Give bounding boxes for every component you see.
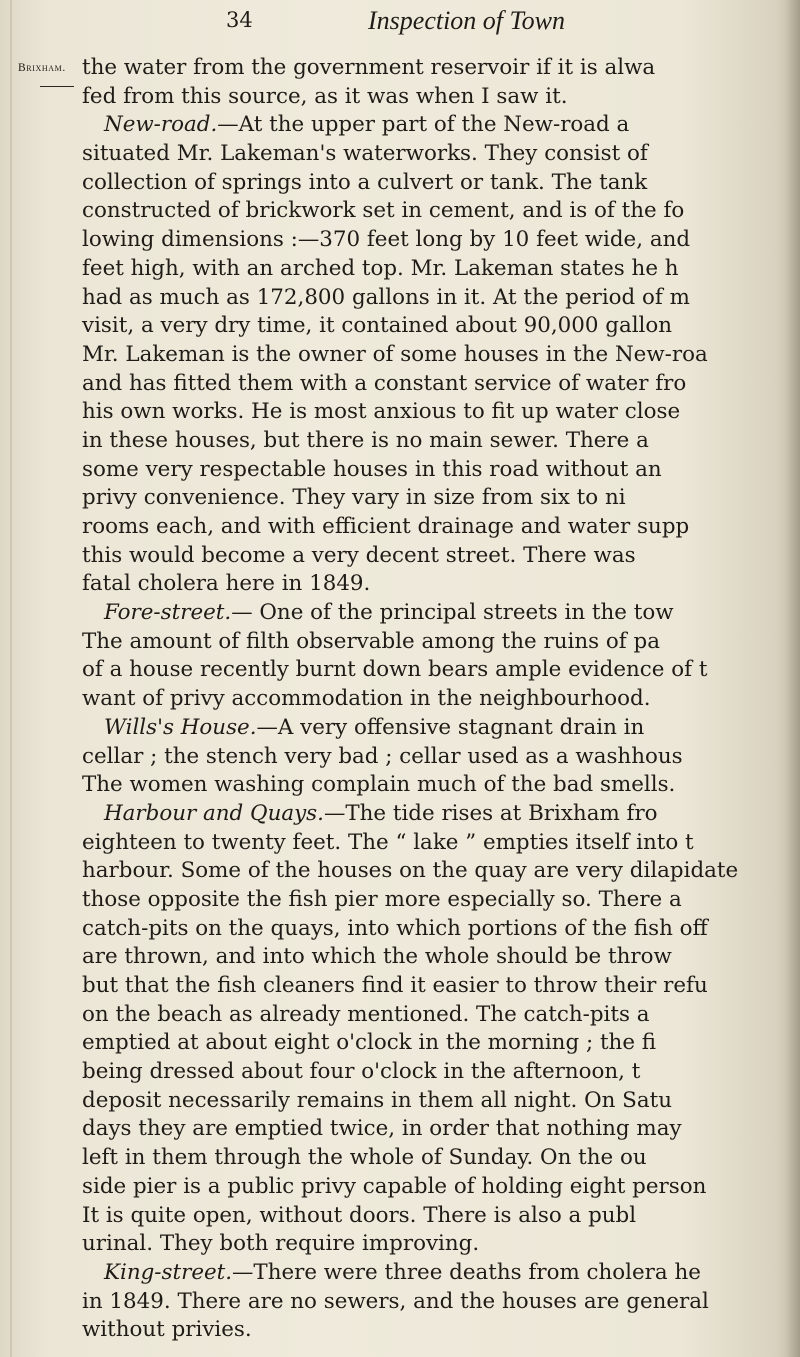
line-text: in 1849. There are no sewers, and the houses are general	[82, 1288, 709, 1314]
line-text: —The tide rises at Brixham fro	[323, 800, 658, 826]
text-line	[82, 1230, 800, 1259]
line-text: The amount of filth observable among the ruins of pa	[82, 628, 660, 654]
text-line	[82, 312, 800, 341]
body-text	[82, 54, 800, 1345]
text-line	[82, 829, 800, 858]
line-text: visit, a very dry time, it contained about 90,000 gallon	[82, 313, 673, 339]
line-text: —There were three deaths from cholera he	[232, 1259, 701, 1285]
line-text: deposit necessarily remains in them all night. On Satu	[82, 1087, 672, 1113]
line-text: but that the fish cleaners find it easier to throw their refu	[82, 973, 708, 998]
text-line	[82, 800, 800, 829]
section-heading: Fore-street.	[104, 600, 232, 626]
text-line	[82, 1173, 800, 1202]
line-text: situated Mr. Lakeman's waterworks. They consist of	[82, 141, 648, 167]
line-text: The women washing complain much of the bad smells.	[82, 772, 676, 798]
text-line	[82, 169, 800, 198]
text-line	[82, 857, 800, 886]
line-text: and has fitted them with a constant service of water fro	[82, 370, 687, 396]
line-text: the water from the government reservoir if it is alwa	[82, 55, 656, 80]
text-line	[82, 1087, 800, 1116]
line-text: had as much as 172,800 gallons in it. At the period of m	[82, 284, 690, 310]
text-line	[82, 111, 800, 140]
text-line	[82, 685, 800, 714]
line-text: —At the upper part of the New-road a	[217, 112, 630, 138]
text-line	[82, 370, 800, 399]
text-line	[82, 1202, 800, 1231]
line-text: —A very offensive stagnant drain in	[256, 714, 645, 740]
page-header	[0, 8, 800, 42]
text-line	[82, 656, 800, 685]
line-text: days they are emptied twice, in order that nothing may	[82, 1116, 682, 1142]
line-text: collection of springs into a culvert or tank. The tank	[82, 169, 648, 195]
line-text: Mr. Lakeman is the owner of some houses in the New-roa	[82, 341, 708, 367]
line-text: catch-pits on the quays, into which portions of the fish off	[82, 915, 708, 941]
line-text: constructed of brickwork set in cement, and is of the fo	[82, 198, 685, 224]
line-text: cellar ; the stench very bad ; cellar used as a washhous	[82, 743, 683, 769]
section-heading: New-road.	[104, 112, 218, 138]
line-text: harbour. Some of the houses on the quay are very dilapidate	[82, 858, 739, 884]
line-text: rooms each, and with efficient drainage and water supp	[82, 514, 690, 539]
text-line	[82, 1144, 800, 1173]
line-text: without privies.	[82, 1317, 252, 1343]
text-line	[82, 714, 800, 743]
line-text: lowing dimensions :—370 feet long by 10 feet wide, and	[82, 227, 691, 253]
text-line	[82, 542, 800, 571]
text-line	[82, 140, 800, 169]
line-text: feet high, with an arched top. Mr. Lakeman states he h	[82, 255, 679, 281]
text-line	[82, 1259, 800, 1288]
text-line	[82, 771, 800, 800]
line-text: left in them through the whole of Sunday. On the ou	[82, 1145, 647, 1171]
line-text: in these houses, but there is no main sewer. There a	[82, 427, 649, 453]
text-line	[82, 886, 800, 915]
text-line	[82, 54, 800, 83]
section-heading: King-street.	[104, 1259, 233, 1285]
text-line	[82, 1058, 800, 1087]
text-line	[82, 1288, 800, 1317]
marginal-note: Brixham.	[18, 62, 66, 74]
text-line	[82, 284, 800, 313]
text-line	[82, 513, 800, 542]
text-line	[82, 972, 800, 1001]
line-text: of a house recently burnt down bears ample evidence of t	[82, 657, 708, 683]
line-text: — One of the principal streets in the tow	[231, 600, 674, 626]
text-line	[82, 1001, 800, 1030]
line-text: want of privy accommodation in the neighbourhood.	[82, 686, 651, 712]
text-line	[82, 1029, 800, 1058]
text-line	[82, 1115, 800, 1144]
text-line	[82, 456, 800, 485]
line-text: on the beach as already mentioned. The catch-pits a	[82, 1001, 650, 1027]
line-text: those opposite the fish pier more especially so. There a	[82, 886, 682, 912]
text-line	[82, 255, 800, 284]
text-line	[82, 1316, 800, 1345]
text-line	[82, 341, 800, 370]
line-text: emptied at about eight o'clock in the morning ; the fi	[82, 1030, 657, 1056]
text-line	[82, 83, 800, 112]
line-text: being dressed about four o'clock in the afternoon, t	[82, 1059, 641, 1085]
running-head: Inspection of Town	[368, 6, 565, 35]
text-line	[82, 427, 800, 456]
line-text: some very respectable houses in this road without an	[82, 456, 662, 482]
page-number: 34	[226, 8, 253, 32]
line-text: side pier is a public privy capable of holding eight person	[82, 1173, 707, 1199]
line-text: privy convenience. They vary in size from six to ni	[82, 485, 626, 511]
line-text: fatal cholera here in 1849.	[82, 571, 371, 597]
line-text: are thrown, and into which the whole should be throw	[82, 944, 672, 970]
text-line	[82, 398, 800, 427]
text-line	[82, 226, 800, 255]
line-text: fed from this source, as it was when I saw it.	[82, 83, 568, 109]
line-text: eighteen to twenty feet. The “ lake ” empties itself into t	[82, 829, 694, 855]
text-line	[82, 599, 800, 628]
text-line	[82, 484, 800, 513]
text-line	[82, 570, 800, 599]
line-text: this would become a very decent street. There was	[82, 542, 636, 568]
gutter-line	[10, 0, 12, 1357]
line-text: his own works. He is most anxious to fit up water close	[82, 399, 681, 425]
section-heading: Wills's House.	[104, 714, 257, 740]
marginal-note-rule	[40, 86, 74, 87]
line-text: It is quite open, without doors. There is also a publ	[82, 1202, 637, 1228]
text-line	[82, 915, 800, 944]
text-line	[82, 197, 800, 226]
text-line	[82, 628, 800, 657]
text-line	[82, 743, 800, 772]
section-heading: Harbour and Quays.	[104, 800, 324, 826]
text-line	[82, 943, 800, 972]
line-text: urinal. They both require improving.	[82, 1231, 480, 1257]
